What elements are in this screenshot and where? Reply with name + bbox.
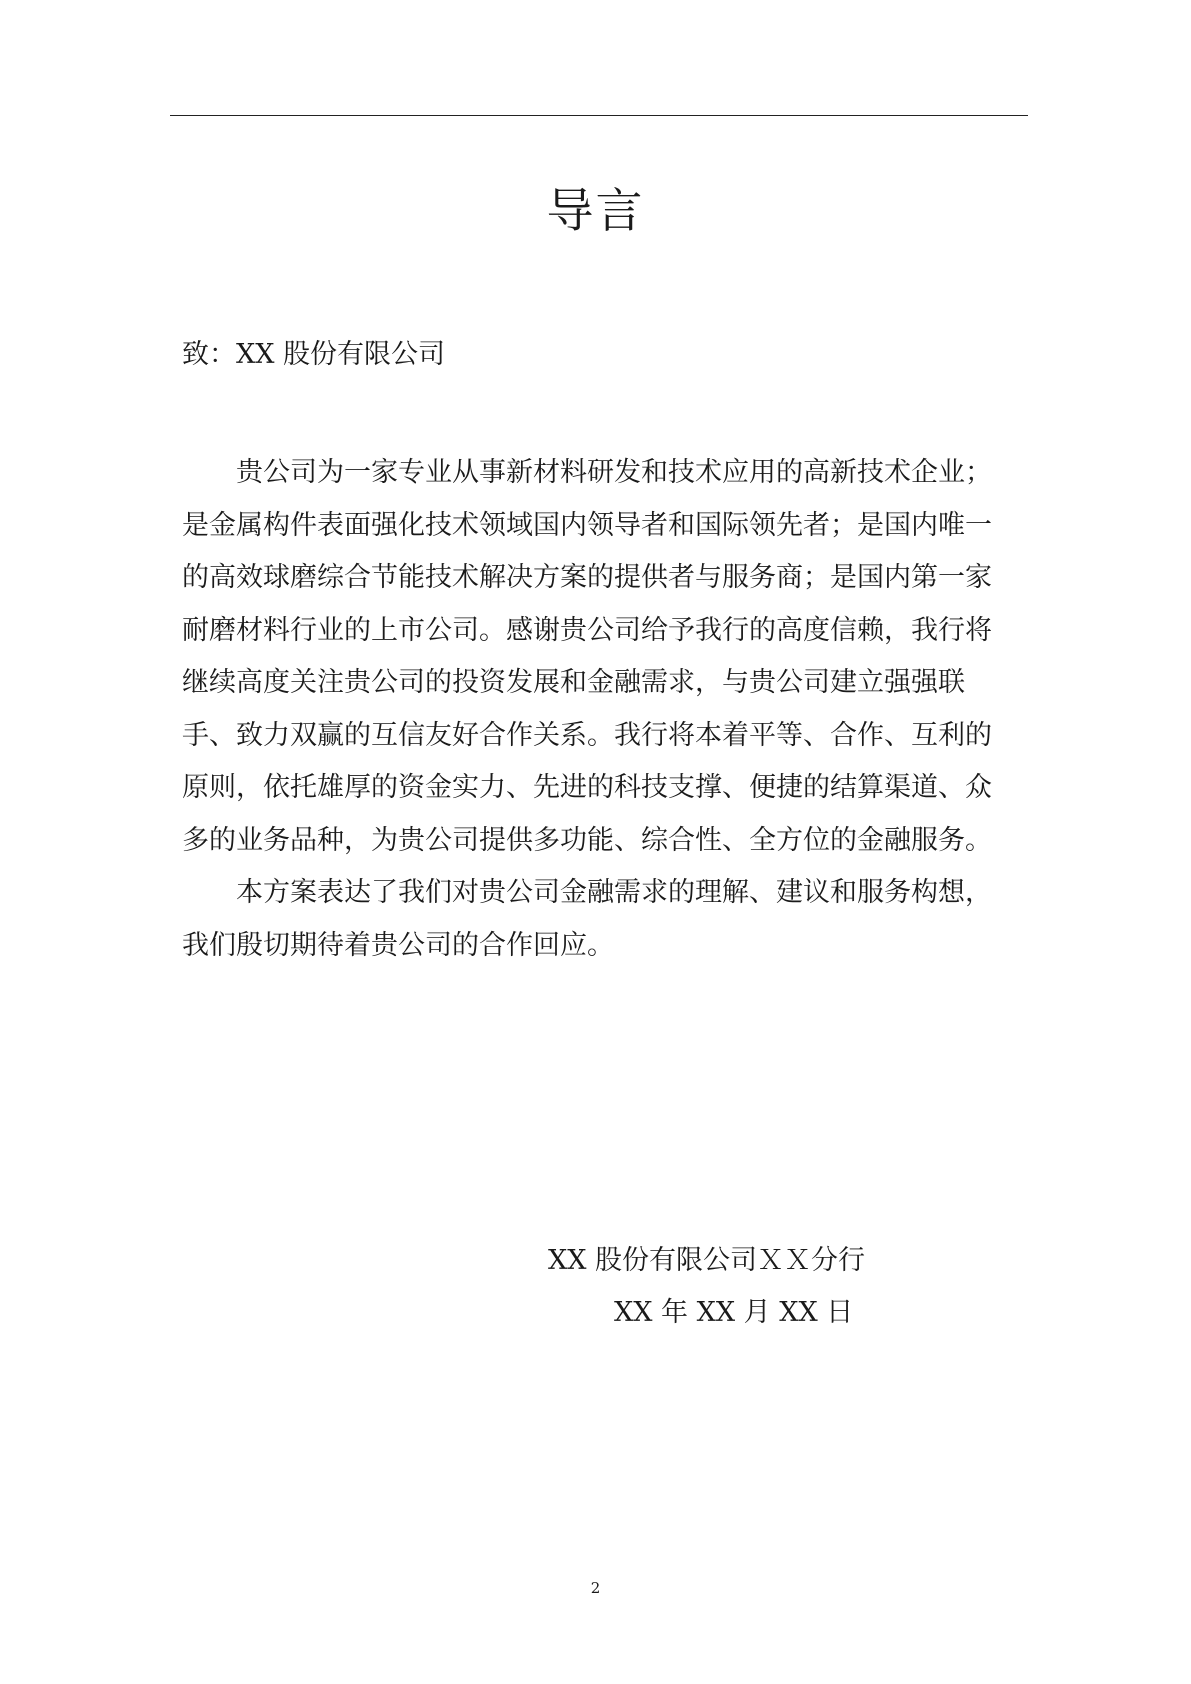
paragraph-line: 的高效球磨综合节能技术解决方案的提供者与服务商；是国内第一家 [182, 562, 992, 593]
paragraph-closing [182, 867, 1017, 972]
paragraph-introduction [182, 447, 1017, 867]
signature-date: XX 年 XX 月 XX 日 [614, 1297, 854, 1328]
paragraph-line: 是金属构件表面强化技术领域国内领导者和国际领先者；是国内唯一 [182, 509, 992, 541]
paragraph-line: 我们殷切期待着贵公司的合作回应。 [182, 929, 614, 961]
paragraph-line: 原则，依托雄厚的资金实力、先进的科技支撑、便捷的结算渠道、众 [182, 772, 992, 803]
paragraph-line: 贵公司为一家专业从事新材料研发和技术应用的高新技术企业； [236, 457, 992, 488]
paragraph-line: 手、致力双赢的互信友好合作关系。我行将本着平等、合作、互利的 [182, 719, 992, 751]
paragraph-line: 多的业务品种，为贵公司提供多功能、综合性、全方位的金融服务。 [182, 824, 992, 856]
header-rule [170, 115, 1028, 116]
salutation: 致：XX 股份有限公司 [182, 339, 446, 370]
paragraph-line: 继续高度关注贵公司的投资发展和金融需求，与贵公司建立强强联 [182, 667, 965, 698]
paragraph-line: 耐磨材料行业的上市公司。感谢贵公司给予我行的高度信赖，我行将 [182, 614, 992, 646]
page-number: 2 [590, 1579, 601, 1597]
signature-organization: XX 股份有限公司ＸＸ分行 [548, 1245, 866, 1276]
letter-body [182, 447, 1017, 972]
page-title: 导言 [546, 184, 645, 239]
paragraph-line: 本方案表达了我们对贵公司金融需求的理解、建议和服务构想， [236, 877, 992, 908]
